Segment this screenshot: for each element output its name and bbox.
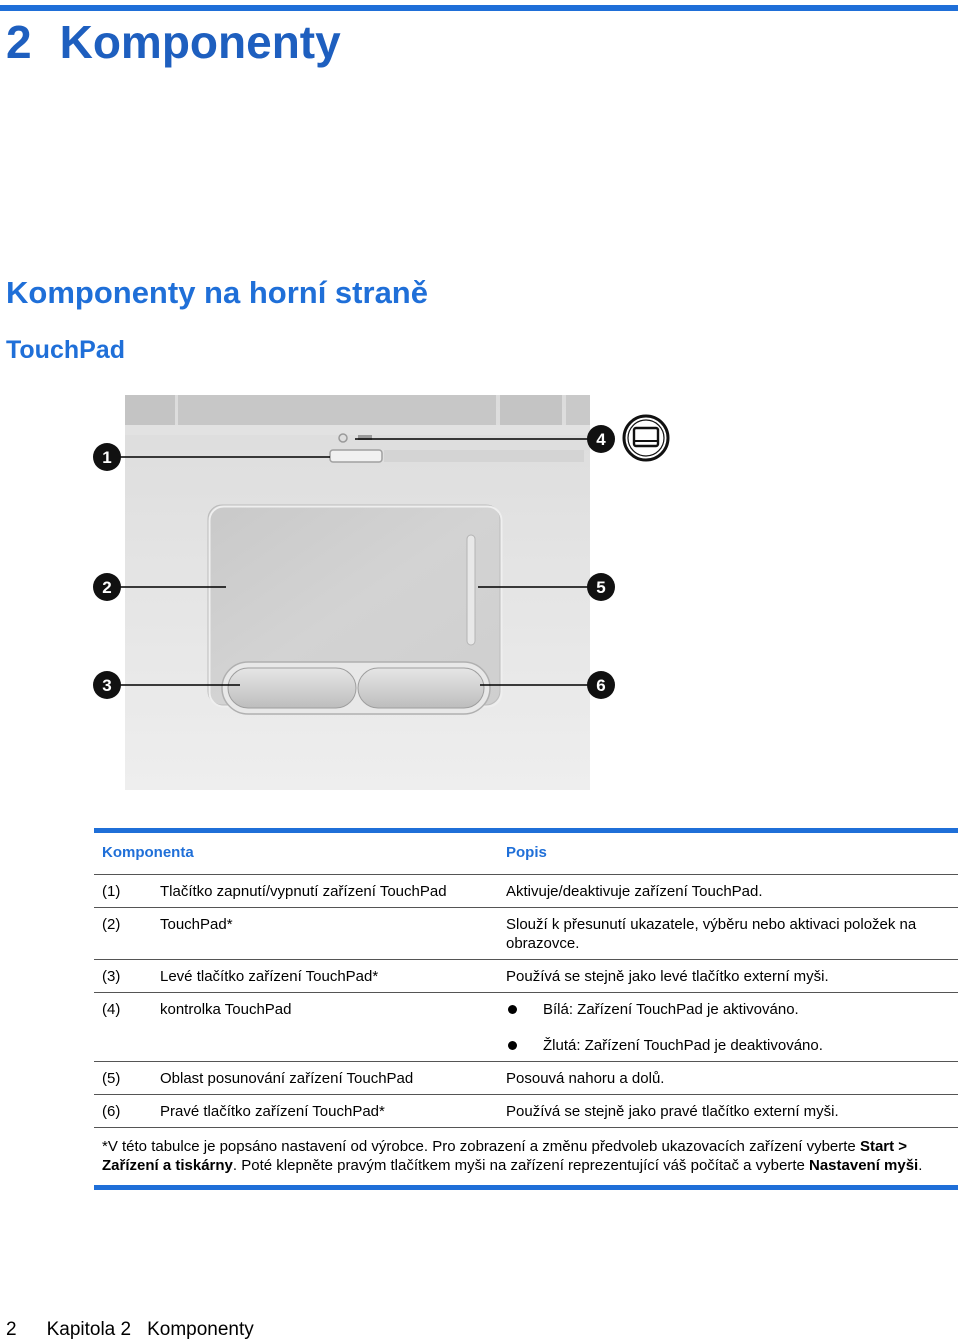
row-number: (3) [94,960,146,993]
table-row [94,875,958,908]
row-description: Aktivuje/deaktivuje zařízení TouchPad. [498,875,958,908]
row-component: Pravé tlačítko zařízení TouchPad* [146,1095,498,1128]
subsection-title: TouchPad [6,336,125,364]
footnote-text: *V této tabulce je popsáno nastavení od výrobce. Pro zobrazení a změnu předvoleb ukazovacích zařízení vyberte [102,1138,860,1155]
bullet-icon [508,1041,517,1050]
row-description: Používá se stejně jako pravé tlačítko externí myši. [498,1095,958,1128]
callout-1 [93,443,121,471]
row-description: Slouží k přesunutí ukazatele, výběru nebo aktivaci položek na obrazovce. [498,908,958,960]
components-table [94,828,958,1190]
row-component: Levé tlačítko zařízení TouchPad* [146,960,498,993]
row-component: TouchPad* [146,908,498,960]
row-description: Posouvá nahoru a dolů. [498,1062,958,1095]
chapter-number: 2 [6,16,32,68]
svg-text:2: 2 [102,578,112,597]
footer-chapter-label: Kapitola 2 [46,1319,132,1340]
svg-text:1: 1 [102,448,112,467]
bullet-text: Bílá: Zařízení TouchPad je aktivováno. [543,1001,799,1018]
callout-6 [587,671,615,699]
touchpad-icon [624,416,668,460]
row-component: Tlačítko zapnutí/vypnutí zařízení TouchPad [146,875,498,908]
svg-text:4: 4 [596,430,606,449]
row-number: (1) [94,875,146,908]
row-component: kontrolka TouchPad [160,1001,292,1018]
chapter-title [6,14,341,70]
svg-text:5: 5 [596,578,606,597]
callout-5 [587,573,615,601]
footnote-setting-name: Nastavení myši [809,1157,919,1174]
touchpad-figure [90,390,680,795]
header-component: Komponenta [94,833,498,875]
table-row [94,1025,958,1062]
list-item [506,1036,950,1055]
row-number: (6) [94,1095,146,1128]
svg-text:6: 6 [596,676,606,695]
svg-text:3: 3 [102,676,112,695]
header-description: Popis [498,833,958,875]
row-number: (2) [94,908,146,960]
footnote-text: . Poté klepněte pravým tlačítkem myši na zařízení reprezentující váš počítač a vyberte [232,1157,809,1174]
bullet-text: Žlutá: Zařízení TouchPad je deaktivováno. [543,1037,823,1054]
table-bottom-rule [94,1185,958,1190]
section-title: Komponenty na horní straně [6,275,428,310]
bullet-icon [508,1005,517,1014]
row-description: Používá se stejně jako levé tlačítko externí myši. [498,960,958,993]
row-description [498,1025,958,1062]
row-number: (5) [94,1062,146,1095]
scroll-zone [467,535,475,645]
table-footnote [94,1128,958,1185]
table-row [94,960,958,993]
list-item [506,1000,950,1019]
table-row [94,1095,958,1128]
footnote-text: . [918,1157,923,1174]
footnote-menu-path: Start > Zařízení a tiskárny [102,1138,908,1174]
table-row [94,908,958,960]
footer-chapter-name: Komponenty [147,1319,254,1340]
table-row [94,1062,958,1095]
header-rule [0,5,958,11]
table-row [94,993,958,1026]
callout-3 [93,671,121,699]
page-footer [6,1318,254,1342]
touchpad-buttons [222,662,490,714]
row-description [498,993,958,1026]
callout-4 [587,425,615,453]
row-number: (4) [102,1001,121,1018]
row-component: Oblast posunování zařízení TouchPad [146,1062,498,1095]
callout-2 [93,573,121,601]
chapter-name: Komponenty [59,16,341,68]
page-number: 2 [6,1319,17,1340]
